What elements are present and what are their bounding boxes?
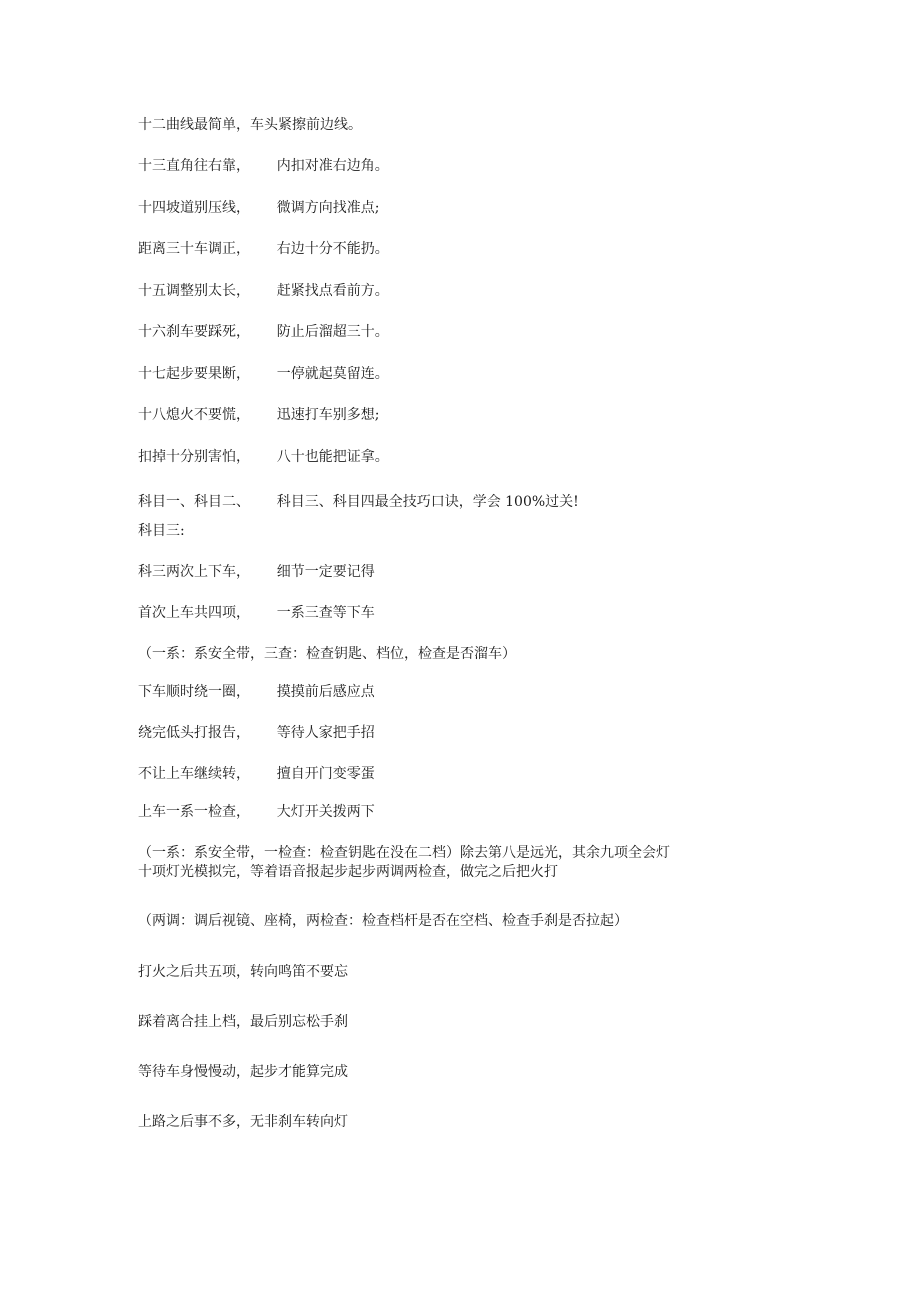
- section-heading: 科目三:: [138, 523, 185, 539]
- text-line: 首次上车共四项， 一系三查等下车: [138, 605, 375, 621]
- text-line: 科目一、科目二、 科目三、科目四最全技巧口诀，学会 100%过关!: [138, 494, 579, 510]
- text-line: 踩着离合挂上档，最后别忘松手刹: [138, 1014, 348, 1030]
- text-line: 十五调整别太长， 赶紧找点看前方。: [138, 283, 389, 299]
- text-line: 打火之后共五项，转向鸣笛不要忘: [138, 964, 348, 980]
- text-line: 十六刹车要踩死， 防止后溜超三十。: [138, 324, 389, 340]
- text-line: 十三直角往右靠， 内扣对准右边角。: [138, 158, 389, 174]
- text-line: （一系：系安全带，三查：检查钥匙、档位，检查是否溜车）: [138, 646, 516, 662]
- text-line: 科三两次上下车， 细节一定要记得: [138, 564, 375, 580]
- text-line: 不让上车继续转， 擅自开门变零蛋: [138, 766, 375, 782]
- text-line: 下车顺时绕一圈， 摸摸前后感应点: [138, 684, 375, 700]
- text-line: 扣掉十分别害怕， 八十也能把证拿。: [138, 449, 389, 465]
- text-line: 上车一系一检查， 大灯开关拨两下: [138, 804, 375, 820]
- text-line: 十七起步要果断， 一停就起莫留连。: [138, 366, 389, 382]
- text-line: （两调：调后视镜、座椅，两检查：检查档杆是否在空档、检查手刹是否拉起）: [138, 913, 628, 929]
- text-line: 十八熄火不要慌， 迅速打车别多想;: [138, 407, 380, 423]
- text-line: 十项灯光模拟完，等着语音报起步起步两调两检查，做完之后把火打: [138, 864, 558, 880]
- text-line: 十二曲线最简单，车头紧擦前边线。: [138, 117, 362, 133]
- text-line: （一系：系安全带，一检查：检查钥匙在没在二档）除去第八是远光，其余九项全会灯: [138, 845, 670, 861]
- text-line: 等待车身慢慢动，起步才能算完成: [138, 1064, 348, 1080]
- text-line: 距离三十车调正， 右边十分不能扔。: [138, 241, 389, 257]
- text-line: 上路之后事不多，无非刹车转向灯: [138, 1114, 348, 1130]
- text-line: 十四坡道别压线， 微调方向找准点;: [138, 200, 380, 216]
- text-line: 绕完低头打报告， 等待人家把手招: [138, 725, 375, 741]
